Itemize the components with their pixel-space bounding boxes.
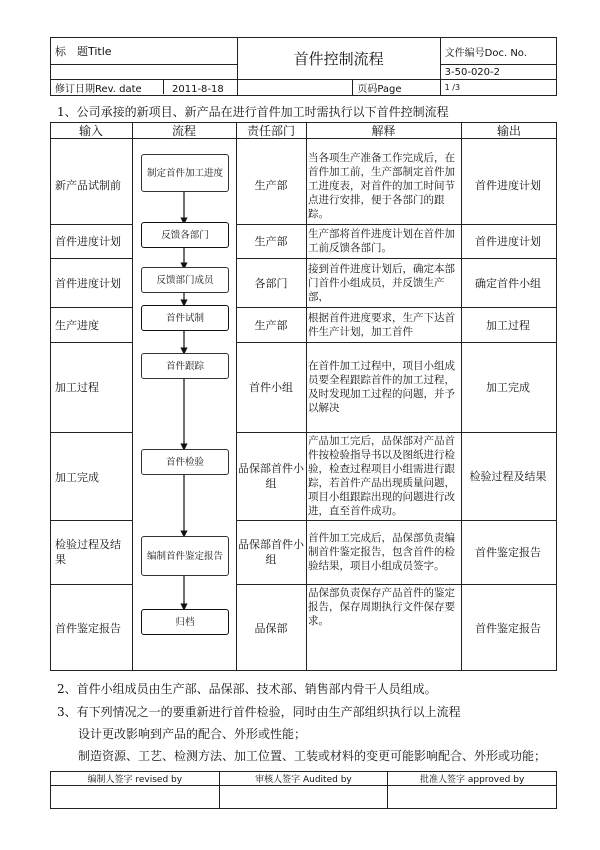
doc-no-label: 文件编号Doc. No. — [440, 38, 556, 65]
row-3-output: 确定首件小组 — [475, 276, 541, 290]
row-2-dept: 生产部 — [254, 234, 288, 248]
row-7-input: 检验过程及结果 — [55, 538, 121, 566]
row-7-explanation: 首件加工完成后，品保部负责编制首件鉴定报告，包含首件的检验结果，项目小组成员签字。 — [308, 532, 455, 572]
flow-step-feedback-members: 反馈部门成员 — [141, 267, 229, 293]
row-1-input: 新产品试制前 — [55, 178, 121, 192]
row-divider — [236, 258, 557, 259]
row-5-dept: 首件小组 — [249, 380, 293, 394]
row-3-input: 首件进度计划 — [55, 276, 121, 290]
prepared-by-label: 编制人签字 revised by — [51, 772, 220, 786]
row-4-output: 加工过程 — [486, 318, 530, 332]
row-2-input: 首件进度计划 — [55, 234, 121, 248]
col-dept-header: 责任部门 — [246, 123, 295, 138]
row-divider — [236, 307, 557, 308]
row-divider — [50, 258, 132, 259]
row-divider — [50, 224, 132, 225]
flow-step-report: 编制首件鉴定报告 — [141, 536, 229, 576]
flow-step-trial: 首件试制 — [141, 305, 229, 331]
flow-step-feedback-depts: 反馈各部门 — [141, 222, 229, 248]
revision-value: 2011-8-18 — [172, 84, 224, 95]
row-6-dept: 品保部首件小组 — [238, 462, 304, 490]
row-3-explanation: 接到首件进度计划后，确定本部门首件小组成员，并反馈生产部， — [308, 263, 455, 303]
approved-by-signature[interactable] — [388, 786, 557, 809]
col-explanation-header: 解释 — [371, 123, 396, 138]
col-input-header: 输入 — [78, 123, 103, 138]
revision-label: 修订日期Rev. date — [51, 80, 164, 94]
signature-table — [50, 771, 557, 809]
intro-text: 1、公司承接的新项目、新产品在进行首件加工时需执行以下首件控制流程 — [57, 105, 449, 119]
row-8-input: 首件鉴定报告 — [55, 621, 121, 635]
row-6-input: 加工完成 — [55, 470, 99, 484]
row-6-output: 检验过程及结果 — [469, 469, 547, 483]
paragraph-3: 3、有下列情况之一的要重新进行首件检验，同时由生产部组织执行以上流程 — [57, 705, 461, 719]
row-7-output: 首件鉴定报告 — [475, 545, 541, 559]
row-8-dept: 品保部 — [254, 621, 288, 635]
flow-step-archive: 归档 — [141, 609, 229, 635]
row-5-explanation: 在首件加工过程中，项目小组成员要全程跟踪首件的加工过程，及时发现加工过程的问题，并予以解决 — [308, 360, 455, 414]
row-2-explanation: 生产部将首件进度计划在首件加工前反馈各部门。 — [308, 228, 455, 254]
row-divider — [50, 138, 557, 139]
row-divider — [50, 307, 132, 308]
row-6-explanation: 产品加工完后，品保部对产品首件按检验指导书以及图纸进行检验，检查过程项目小组需进行跟踪，若首件产品出现质量问题，项目小组跟踪出现的问题进行改进，直至首件成功。 — [308, 435, 455, 517]
flow-step-tracking: 首件跟踪 — [141, 353, 229, 379]
row-1-output: 首件进度计划 — [475, 179, 541, 192]
approved-by-label: 批准人签字 approved by — [388, 772, 557, 786]
row-4-dept: 生产部 — [254, 318, 288, 332]
flow-step-inspection: 首件检验 — [141, 449, 229, 475]
flowchart — [132, 139, 236, 671]
row-1-explanation: 当各项生产准备工作完成后，在首件加工前，生产部制定首件加工进度表，对首件的加工时间节点进行安排，便于各部门的跟踪。 — [308, 151, 455, 220]
col-output-header: 输出 — [496, 123, 521, 138]
row-1-dept: 生产部 — [254, 179, 288, 192]
row-divider — [50, 584, 132, 585]
row-2-output: 首件进度计划 — [475, 234, 541, 248]
row-8-explanation: 品保部负责保存产品首件的鉴定报告，保存周期执行文件保存要求。 — [308, 587, 455, 627]
row-divider — [236, 584, 557, 585]
col-process-header: 流程 — [171, 123, 196, 138]
paragraph-3a: 设计更改影响到产品的配合、外形或性能； — [78, 727, 307, 741]
row-5-input: 加工过程 — [55, 380, 99, 394]
row-divider — [50, 432, 132, 433]
paragraph-3b: 制造资源、工艺、检测方法、加工位置、工装或材料的变更可能影响配合、外形或功能； — [78, 749, 547, 763]
page-label: 页码Page — [353, 80, 440, 96]
reviewed-by-signature[interactable] — [219, 786, 388, 809]
page-value: 1 /3 — [440, 80, 556, 96]
row-4-input: 生产进度 — [55, 318, 99, 332]
flow-step-plan: 制定首件加工进度 — [141, 154, 229, 192]
document-title: 首件控制流程 — [237, 38, 440, 80]
prepared-by-signature[interactable] — [51, 786, 220, 809]
reviewed-by-label: 审核人签字 Audited by — [219, 772, 388, 786]
doc-no-value: 3-50-020-2 — [440, 65, 556, 80]
document-header — [50, 37, 557, 96]
paragraph-2: 2、首件小组成员由生产部、品保部、技术部、销售部内骨干人员组成。 — [57, 682, 437, 696]
row-3-dept: 各部门 — [254, 276, 288, 290]
row-divider — [236, 224, 557, 225]
row-5-output: 加工完成 — [486, 380, 530, 394]
row-4-explanation: 根据首件进度要求，生产下达首件生产计划，加工首件 — [308, 312, 455, 338]
row-7-dept: 品保部首件小组 — [238, 538, 304, 566]
row-8-output: 首件鉴定报告 — [475, 621, 541, 635]
title-label: 标 题Title — [51, 38, 238, 65]
